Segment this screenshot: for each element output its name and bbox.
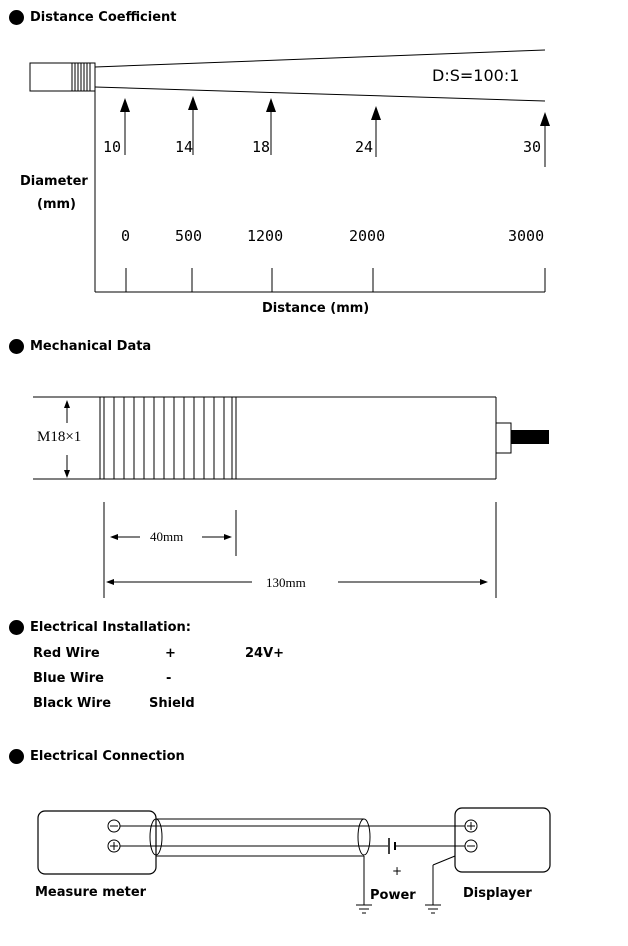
measure-meter-box: [38, 811, 156, 874]
section-title-mechanical-text: Mechanical Data: [30, 339, 152, 354]
distance-axis-label: Distance (mm): [262, 301, 370, 316]
ground-icon: [356, 905, 372, 913]
diameter-value: 18: [252, 138, 271, 156]
diameter-value: 14: [175, 138, 194, 156]
diameter-axis-unit: (mm): [37, 197, 76, 212]
minus-icon: [108, 820, 120, 832]
plus-icon: [465, 820, 477, 832]
wire-polarity: Shield: [149, 696, 195, 711]
diameter-value: 30: [523, 138, 542, 156]
displayer-label: Displayer: [463, 886, 532, 901]
section-title-connection-text: Electrical Connection: [30, 749, 185, 764]
section-title-distance-text: Distance Coefficient: [30, 10, 177, 25]
wire-name: Red Wire: [33, 646, 100, 661]
ground-icon: [425, 905, 441, 913]
distance-value: 3000: [508, 227, 545, 245]
wire-polarity: +: [165, 646, 176, 661]
distance-value: 1200: [247, 227, 284, 245]
section-title-installation-text: Electrical Installation:: [30, 620, 191, 635]
thread-label: M18×1: [37, 429, 82, 445]
power-label: Power: [370, 888, 416, 903]
plus-icon: [108, 840, 120, 852]
power-plus-sign: +: [392, 864, 403, 878]
distance-value: 2000: [349, 227, 386, 245]
wire-name: Black Wire: [33, 696, 112, 711]
diameter-value: 24: [355, 138, 374, 156]
diameter-axis-label: Diameter: [20, 174, 88, 189]
wire-value: 24V+: [245, 646, 285, 661]
thread-length-label: 40mm: [150, 529, 184, 544]
measure-meter-label: Measure meter: [35, 885, 147, 900]
minus-icon: [465, 840, 477, 852]
diameter-value: 10: [103, 138, 122, 156]
distance-value: 500: [175, 227, 203, 245]
ratio-label: D:S=100:1: [432, 66, 520, 85]
total-length-label: 130mm: [266, 575, 306, 590]
wire-name: Blue Wire: [33, 671, 104, 686]
shield-end-right: [358, 819, 370, 855]
wire-polarity: -: [166, 671, 172, 686]
distance-value: 0: [121, 227, 131, 245]
